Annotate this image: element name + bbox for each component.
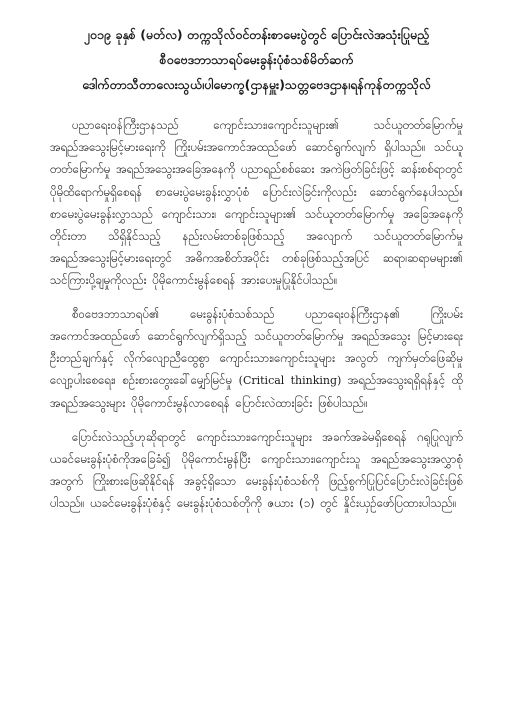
paragraph-1: ပညာရေးဝန်ကြီးဌာနသည် ကျောင်းသား၊ကျောင်းသူများ၏ သင်ယူတတ်မြောက်မှု အရည်အသွေးမြင့်မားရေးကို ကြိုးပမ်းအကောင်အထည်ဖော် ဆောင်ရွက်လျက် ရှိပါသည်။ သင်ယူတတ်မြောက်မှု အရည်အသွေးအခြေအနေကို ပညာရည်စစ်ဆေး အကဲဖြတ်ခြင်းဖြင့် ဆန်းစစ်ရာတွင်ပိုမိုထိရောက်မှုရှိစေရန် စာမေးပွဲမေးခွန်းလွှာပုံစံ ပြောင်းလဲခြင်းကိုလည်း ဆောင်ရွက်နေပါသည်။ စာမေးပွဲမေးခွန်းလွှာသည် ကျောင်းသား၊ ကျောင်းသူများ၏ သင်ယူတတ်မြောက်မှု အခြေအနေကို တိုင်းတာ သိရှိနိုင်သည့် နည်းလမ်းတစ်ခုဖြစ်သည့် အလျောက် သင်ယူတတ်မြောက်မှု အရည်အသွေးမြင့်မားရေးတွင် အဓိကအစိတ်အပိုင်း တစ်ခုဖြစ်သည့်အပြင် ဆရာ၊ဆရာမများ၏ သင်ကြားပို့ချမှုကိုလည်း ပိုမိုကောင်းမွန်စေရန် အားပေးမှုပြုနိုင်ပါသည်။	[50, 118, 463, 288]
author-affiliation: ဒေါက်တာသီတာလေးသွယ်၊ပါမောက္ခ(ဌာနမှူး)သတ္တဗေဒဌာန၊ရန်ကုန်တက္ကသိုလ်	[82, 77, 431, 92]
english-term: (Critical thinking)	[238, 374, 342, 388]
document-body	[50, 114, 463, 514]
document-subtitle: စီဝဗေဒဘာသာရပ်မေးခွန်းပုံစံသစ်မိတ်ဆက်	[159, 52, 354, 67]
paragraph-2-part-1: စီဝဗေဒဘာသာရပ်၏ မေးခွန်းပုံစံသစ်သည် ပညာရေးဝန်ကြီးဌာန၏ ကြိုးပမ်း အကောင်အထည်ဖော် ဆောင်ရွက်လျက်ရှိသည့် သင်ယူတတ်မြောက်မှု အရည်အသွေး မြင့်မားရေးဦးတည်ချက်နှင့် လိုက်လျောညီထွေစွာ ကျောင်းသား၊ကျောင်းသူများ အလွတ် ကျက်မှတ်ဖြေဆိုမှု လျော့ပါးစေရေး၊ စဉ်းစားတွေးခေါ်မျှော်မြင်မှု	[50, 306, 463, 388]
document-title: ၂၀၁၉ ခုနှစ် (မတ်လ) တက္ကသိုလ်ဝင်တန်းစာမေးပွဲတွင် ပြောင်းလဲအသုံးပြုမည့်	[83, 27, 430, 42]
paragraph-2	[50, 303, 463, 415]
paragraph-2-part-2: အရည်အသွေးရရှိရန်နှင့် ထိုအရည်အသွေးများ ပိုမိုကောင်းမွန်လာစေရန် ပြောင်းလဲထားခြင်း ဖြစ်ပါသည်။	[50, 373, 463, 411]
paragraph-3: ပြောင်းလဲသည့်ဟုဆိုရာတွင် ကျောင်းသား၊ကျောင်းသူများ အခက်အခဲမရှိစေရန် ဂရုပြုလျက် ယခင်မေးခွန်းပုံစံကိုအခြေခံ၍ ပိုမိုကောင်းမွန်ပြီး ကျောင်းသား၊ကျောင်းသူ အရည်အသွေးအလွှာစုံအတွက် ကြိုးစားဖြေဆိုနိုင်ရန် အခွင့်ရှိသော မေးခွန်းပုံစံသစ်ကို ဖြည့်စွက်ပြုပြင်ပြောင်းလဲခြင်းဖြစ်ပါသည်။ ယခင်မေးခွန်းပုံစံနှင့် မေးခွန်းပုံစံသစ်တိုကို ဇယား (၁) တွင် နှိုင်းယှဉ်ဖော်ပြထားပါသည်။	[50, 429, 463, 511]
